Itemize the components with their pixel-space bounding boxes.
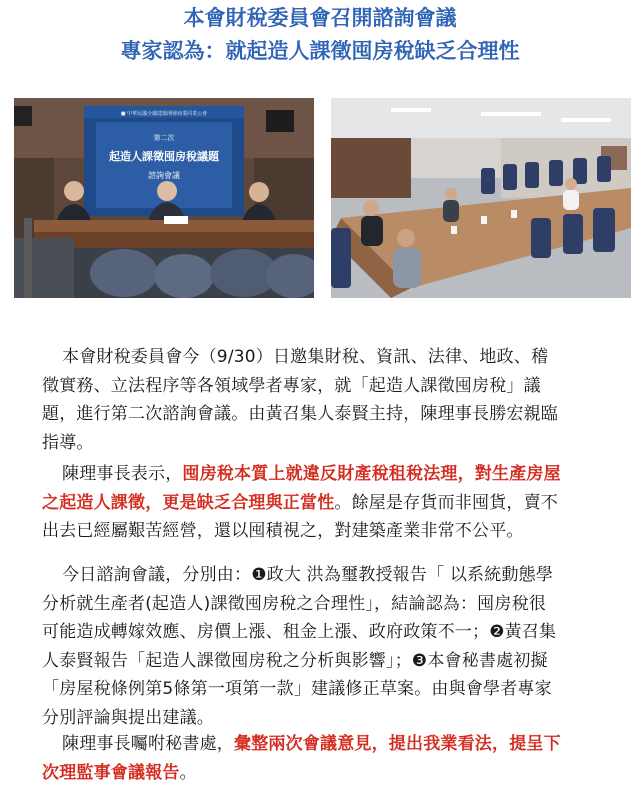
text-line: 可能造成轉嫁效應、房價上漲、租金上漲、政府政策不一；❷黃召集 bbox=[42, 622, 557, 642]
text-line: 分別評論與提出建議。 bbox=[42, 707, 214, 728]
text-segment: 陳理事長表示， bbox=[62, 464, 183, 484]
title-line-1: 本會財稅委員會召開諮詢會議 bbox=[183, 6, 457, 30]
text-segment: 。 bbox=[179, 762, 197, 783]
text-line: 本會財稅委員會今（9/30）日邀集財稅、資訊、法律、地政、稽 bbox=[62, 347, 549, 367]
banner-main-text: 起造人課徵囤房稅議題 bbox=[109, 150, 219, 163]
highlight-text: 之起造人課徵，更是缺乏合理與正當性 bbox=[42, 492, 335, 513]
highlight-text: 彙整兩次會議意見，提出我業看法，提呈下 bbox=[234, 734, 561, 754]
svg-text:■ 中華民國全國建築開發商業同業公會: ■ 中華民國全國建築開發商業同業公會 bbox=[120, 111, 208, 117]
meeting-photo-room bbox=[331, 98, 631, 298]
text-segment: 。餘屋是存貨而非囤貨，賣不 bbox=[334, 492, 559, 513]
banner-sub-text: 諮詢會議 bbox=[148, 171, 180, 180]
text-line: 今日諮詢會議，分別由：❶政大 洪為璽教授報告「 以系統動態學 bbox=[62, 565, 554, 585]
banner-top-text: 第二次 bbox=[153, 134, 175, 142]
meeting-photo-panel bbox=[14, 98, 314, 298]
text-line: 題，進行第二次諮詢會議。由黃召集人泰賢主持，陳理事長勝宏親臨 bbox=[42, 404, 558, 424]
paragraph-instruction bbox=[42, 730, 602, 787]
highlight-text: 次理監事會議報告 bbox=[42, 762, 180, 783]
text-segment: 陳理事長囑咐秘書處， bbox=[62, 734, 234, 754]
text-line: 「房屋稅條例第5條第一項第一款」建議修正草案。由與會學者專家 bbox=[42, 679, 552, 699]
text-line: 徵實務、立法程序等各領域學者專家，就「起造人課徵囤房稅」議 bbox=[42, 375, 541, 396]
paragraph-chairman-statement bbox=[42, 460, 602, 546]
paragraph-meeting-reports bbox=[42, 561, 602, 732]
highlight-text: 囤房稅本質上就違反財產稅租稅法理，對生產房屋 bbox=[182, 464, 561, 484]
text-line: 人泰賢報告「起造人課徵囤房稅之分析與影響」；❸本會秘書處初擬 bbox=[42, 650, 548, 671]
paragraph-intro bbox=[42, 343, 602, 457]
title-line-2: 專家認為：就起造人課徵囤房稅缺乏合理性 bbox=[120, 39, 520, 63]
text-line: 分析就生產者(起造人)課徵囤房稅之合理性」，結論認為：囤房稅很 bbox=[42, 593, 546, 614]
text-line: 出去已經屬艱苦經營，還以囤積視之，對建築產業非常不公平。 bbox=[42, 521, 524, 541]
text-line: 指導。 bbox=[42, 432, 94, 453]
